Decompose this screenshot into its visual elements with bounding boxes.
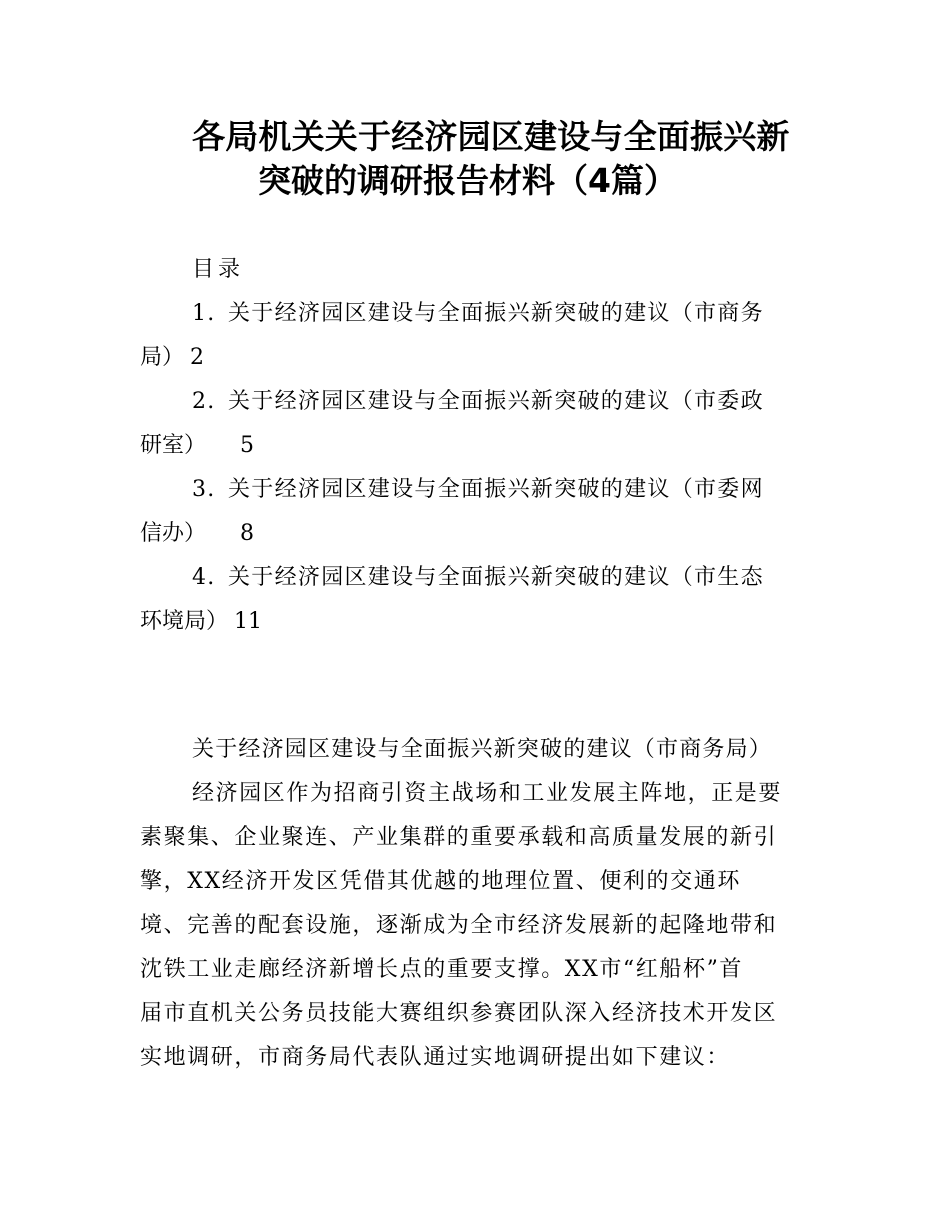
paragraph-line-1: 经济园区作为招商引资主战场和工业发展主阵地，正是要 <box>192 781 783 806</box>
toc-item-1-line-1 <box>192 298 764 330</box>
toc-item-page: 5 <box>240 433 255 458</box>
paragraph-line-5: 沈铁工业走廊经济新增长点的重要支撑。XX市“红船杯”首 <box>140 957 744 982</box>
toc-item-title-cont: 局） <box>140 345 185 370</box>
toc-item-page: 8 <box>240 521 255 546</box>
toc-item-title: 关于经济园区建设与全面振兴新突破的建议（市商务 <box>228 301 764 326</box>
paragraph-line-4: 境、完善的配套设施，逐渐成为全市经济发展新的起隆地带和 <box>140 913 778 938</box>
paragraph-line-2: 素聚集、企业聚连、产业集群的重要承载和高质量发展的新引 <box>140 825 778 850</box>
toc-heading: 目录 <box>192 257 245 282</box>
paragraph-line-3: 擎，XX经济开发区凭借其优越的地理位置、便利的交通环 <box>140 869 741 894</box>
toc-item-2-line-1 <box>192 386 764 418</box>
toc-item-page: 2 <box>190 345 205 370</box>
document-title-line-2: 突破的调研报告材料（4篇） <box>258 161 677 200</box>
section-heading: 关于经济园区建设与全面振兴新突破的建议（市商务局） <box>192 737 773 762</box>
document-title-line-1: 各局机关关于经济园区建设与全面振兴新 <box>192 117 790 156</box>
toc-item-title: 关于经济园区建设与全面振兴新突破的建议（市生态 <box>228 565 764 590</box>
paragraph-line-7: 实地调研，市商务局代表队通过实地调研提出如下建议： <box>140 1045 731 1070</box>
toc-item-4-line-2 <box>140 606 262 638</box>
toc-item-3-line-1 <box>192 474 764 506</box>
toc-item-title: 关于经济园区建设与全面振兴新突破的建议（市委政 <box>228 389 764 414</box>
toc-item-number: 2. <box>192 389 216 414</box>
toc-item-number: 4. <box>192 565 216 590</box>
toc-item-3-line-2 <box>140 518 254 550</box>
toc-item-number: 1. <box>192 301 216 326</box>
toc-item-2-line-2 <box>140 430 254 462</box>
paragraph-line-6: 届市直机关公务员技能大赛组织参赛团队深入经济技术开发区 <box>140 1001 778 1026</box>
toc-item-number: 3. <box>192 477 216 502</box>
toc-item-4-line-1 <box>192 562 764 594</box>
toc-item-page: 11 <box>234 609 263 634</box>
toc-item-title: 关于经济园区建设与全面振兴新突破的建议（市委网 <box>228 477 764 502</box>
toc-item-title-cont: 信办） <box>140 521 207 546</box>
toc-item-1-line-2 <box>140 342 204 374</box>
toc-item-title-cont: 研室） <box>140 433 207 458</box>
toc-item-title-cont: 环境局） <box>140 609 229 634</box>
